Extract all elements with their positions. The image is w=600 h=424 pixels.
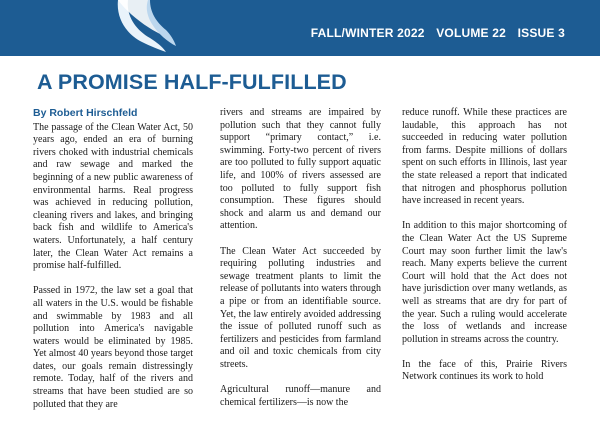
article-paragraph: reduce runoff. While these practices are laudable, this approach has not succeeded in reducing water pollution from farms. Despite millions of dollars spent on such efforts in Illinois, last year the state released a report that indicated that nitrogen and phosphorus pollution have increased in recent years.	[402, 107, 567, 207]
article-column-1	[33, 107, 193, 424]
masthead-banner	[0, 0, 600, 56]
article-paragraph: In the face of this, Prairie Rivers Network continues its work to hold	[402, 358, 567, 383]
article-column-2	[220, 107, 381, 422]
article-paragraph: rivers and streams are impaired by pollution such that they cannot fully support “primary contact,” i.e. swimming. Forty-two percent of rivers are too polluted to fully support aquatic life, and 100% of rivers assessed are too polluted to fully support fish consumption. These figures should shock and alarm us and demand our attention.	[220, 107, 381, 232]
issue-number: ISSUE 3	[517, 26, 565, 40]
article-paragraph: Agricultural runoff—manure and chemical fertilizers—is now the	[220, 384, 381, 408]
issue-info	[311, 26, 565, 40]
issue-volume: VOLUME 22	[436, 26, 507, 40]
article-paragraph: The passage of the Clean Water Act, 50 years ago, ended an era of burning rivers choked with industrial chemicals and raw sewage and marked the beginning of a new public awareness of environmental harms. Real progress was achieved in reducing pollution, cleaning rivers and lakes, and bringing back fish and wildlife to America's waters. Unfortunately, a half century later, the Clean Water Act remains a promise half-fulfilled.	[33, 121, 193, 272]
article-title: A PROMISE HALF-FULFILLED	[37, 70, 347, 94]
water-drop-logo	[0, 0, 200, 56]
article-paragraph: Passed in 1972, the law set a goal that all waters in the U.S. would be fishable and swimmable by 1983 and all pollution into America's navigable waters would be eliminated by 1985. Yet almost 40 years beyond those target dates, our goals remain distressingly remote. Today, half of the rivers and streams that have been studied are so polluted that they are	[33, 285, 193, 410]
article-column-3	[402, 107, 567, 397]
issue-season: FALL/WINTER 2022	[310, 26, 425, 40]
article-byline: By Robert Hirschfeld	[33, 107, 138, 119]
article-paragraph: The Clean Water Act succeeded by requiring polluting industries and sewage treatment plants to limit the release of pollutants into waters through a pipe or from an identifiable source. Yet, the law entirely avoided addressing the issue of polluted runoff such as fertilizers and pesticides from farmland and oil and toxic chemicals from city streets.	[220, 245, 381, 370]
article-paragraph: In addition to this major shortcoming of the Clean Water Act the US Supreme Court may soon further limit the law's reach. Many experts believe the current Court will hold that the Act does not have jurisdiction over many wetlands, as well as streams that are dry for part of the year. Such a ruling would accelerate the loss of wetlands and increase pollution in streams across the country.	[402, 220, 567, 345]
